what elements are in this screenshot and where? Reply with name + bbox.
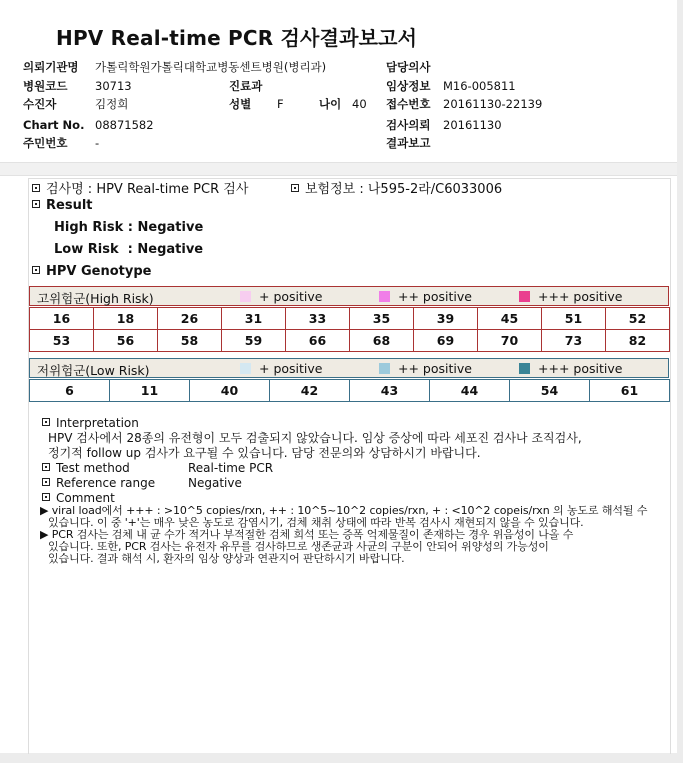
genotype-cell: 51 (542, 308, 606, 330)
bullet-square-icon (42, 493, 50, 501)
genotype-heading: HPV Genotype (46, 264, 152, 279)
bullet-square-icon (291, 184, 299, 192)
test-method-line (42, 461, 667, 476)
bullet-square-icon (42, 463, 50, 471)
genotype-cell: 70 (478, 330, 542, 352)
high-risk-row-1 (30, 308, 670, 330)
sex-value: F (277, 97, 284, 111)
chart-label: Chart No. (23, 118, 85, 132)
genotype-cell: 68 (350, 330, 414, 352)
test-method-label: Test method (56, 461, 130, 475)
high-risk-table (29, 307, 670, 352)
receipt-label: 접수번호 (386, 97, 431, 111)
comment-2b: 있습니다. 또한, PCR 검사는 유전자 유무를 검사하므로 생존균과 사균의 구분이 안되어 위양성의 가능성이 (48, 541, 549, 553)
reference-value: Negative (188, 476, 242, 490)
genotype-cell: 69 (414, 330, 478, 352)
test-name: 검사명 : HPV Real-time PCR 검사 (46, 182, 249, 197)
interpretation-text-1: HPV 검사에서 28종의 유전형이 모두 검출되지 않았습니다. 임상 증상에 따라 세포진 검사나 조직검사, (48, 431, 582, 445)
interpretation-heading-line (42, 416, 667, 431)
age-label: 나이 (319, 97, 342, 111)
genotype-cell: 53 (30, 330, 94, 352)
genotype-cell: 45 (478, 308, 542, 330)
legend-swatch-icon (240, 291, 251, 302)
comment-1b: 있습니다. 이 중 '+'는 매우 낮은 농도로 감염시기, 검체 채취 상태에 따라 반복 검사시 재현되지 않을 수 있습니다. (48, 517, 584, 529)
bullet-square-icon (42, 478, 50, 486)
comment-heading: Comment (56, 491, 115, 505)
hospital-code-label: 병원코드 (23, 79, 68, 93)
low-risk-table (29, 379, 670, 402)
genotype-cell: 52 (606, 308, 670, 330)
high-risk-header-label: 고위험군(High Risk) (37, 291, 154, 306)
low-risk-legend-2: ++ positive (379, 361, 472, 376)
reference-label: Reference range (56, 476, 156, 490)
genotype-cell: 54 (510, 380, 590, 402)
result-heading-line (32, 198, 93, 213)
genotype-cell: 26 (158, 308, 222, 330)
comment-1a: ▶ viral load에서 +++ : >10^5 copies/rxn, ++ : 10^5~10^2 copies/rxn, + : <10^2 copeis/rxn 의 농도로 해석될 수 (40, 505, 648, 517)
genotype-cell: 44 (430, 380, 510, 402)
low-risk-header-label: 저위험군(Low Risk) (37, 363, 150, 378)
clinical-label: 임상정보 (386, 79, 431, 93)
legend-swatch-icon (240, 363, 251, 374)
high-risk-legend-2: ++ positive (379, 289, 472, 304)
genotype-cell: 58 (158, 330, 222, 352)
genotype-cell: 35 (350, 308, 414, 330)
clinical-value: M16-005811 (443, 79, 516, 93)
patient-label: 수진자 (23, 97, 57, 111)
comment-section (40, 505, 665, 565)
reference-line (42, 476, 667, 491)
insurance-line (291, 178, 502, 197)
legend-swatch-icon (379, 363, 390, 374)
sex-label: 성별 (229, 97, 252, 111)
high-risk-legend-3: +++ positive (519, 289, 622, 304)
genotype-cell: 6 (30, 380, 110, 402)
test-name-line (32, 178, 248, 197)
request-date-value: 20161130 (443, 118, 502, 132)
genotype-cell: 18 (94, 308, 158, 330)
resident-label: 주민번호 (23, 136, 68, 150)
hospital-code-value: 30713 (95, 79, 132, 93)
age-value: 40 (352, 97, 367, 111)
genotype-cell: 40 (190, 380, 270, 402)
genotype-cell: 59 (222, 330, 286, 352)
result-heading: Result (46, 198, 93, 213)
genotype-cell: 66 (286, 330, 350, 352)
genotype-cell: 16 (30, 308, 94, 330)
bullet-square-icon (32, 200, 40, 208)
doctor-label: 담당의사 (386, 60, 431, 74)
bullet-square-icon (42, 418, 50, 426)
comment-2a: ▶ PCR 검사는 검체 내 균 수가 적거나 부적절한 검체 희석 또는 증폭 억제물질이 존재하는 경우 위음성이 나올 수 (40, 529, 574, 541)
test-method-value: Real-time PCR (188, 461, 274, 475)
section-separator (0, 162, 677, 176)
bullet-square-icon (32, 266, 40, 274)
legend-swatch-icon (519, 291, 530, 302)
interpretation-text-2: 정기적 follow up 검사가 요구될 수 있습니다. 담당 전문의와 상담하시기 바랍니다. (48, 446, 481, 460)
genotype-cell: 82 (606, 330, 670, 352)
interpretation-heading: Interpretation (56, 416, 139, 430)
receipt-value: 20161130-22139 (443, 97, 543, 111)
insurance-info: 보험정보 : 나595-2라/C6033006 (305, 182, 503, 197)
low-risk-result: Low Risk : Negative (54, 242, 204, 257)
resident-value: - (95, 136, 100, 150)
low-risk-row (30, 380, 670, 402)
genotype-cell: 31 (222, 308, 286, 330)
result-report-label: 결과보고 (386, 136, 431, 150)
genotype-cell: 39 (414, 308, 478, 330)
genotype-cell: 11 (110, 380, 190, 402)
institution-value: 가톨릭학원가톨릭대학교병동센트병원(병리과) (95, 60, 327, 74)
high-risk-row-2 (30, 330, 670, 352)
comment-heading-line (42, 491, 667, 506)
low-risk-legend-3: +++ positive (519, 361, 622, 376)
patient-value: 김정희 (95, 97, 129, 111)
request-date-label: 검사의뢰 (386, 118, 431, 132)
institution-label: 의뢰기관명 (23, 60, 79, 74)
genotype-heading-line (32, 264, 151, 279)
interpretation-section (42, 416, 667, 506)
high-risk-result: High Risk : Negative (54, 220, 204, 235)
genotype-cell: 73 (542, 330, 606, 352)
genotype-cell: 61 (590, 380, 670, 402)
report-title: HPV Real-time PCR 검사결과보고서 (56, 26, 418, 50)
high-risk-legend-1: + positive (240, 289, 322, 304)
department-label: 진료과 (229, 79, 263, 93)
comment-2c: 있습니다. 결과 해석 시, 환자의 임상 양상과 연관지어 판단하시기 바랍니다. (48, 553, 405, 565)
low-risk-legend-1: + positive (240, 361, 322, 376)
legend-swatch-icon (379, 291, 390, 302)
legend-swatch-icon (519, 363, 530, 374)
chart-value: 08871582 (95, 118, 154, 132)
genotype-cell: 42 (270, 380, 350, 402)
genotype-cell: 43 (350, 380, 430, 402)
genotype-cell: 33 (286, 308, 350, 330)
genotype-cell: 56 (94, 330, 158, 352)
bullet-square-icon (32, 184, 40, 192)
